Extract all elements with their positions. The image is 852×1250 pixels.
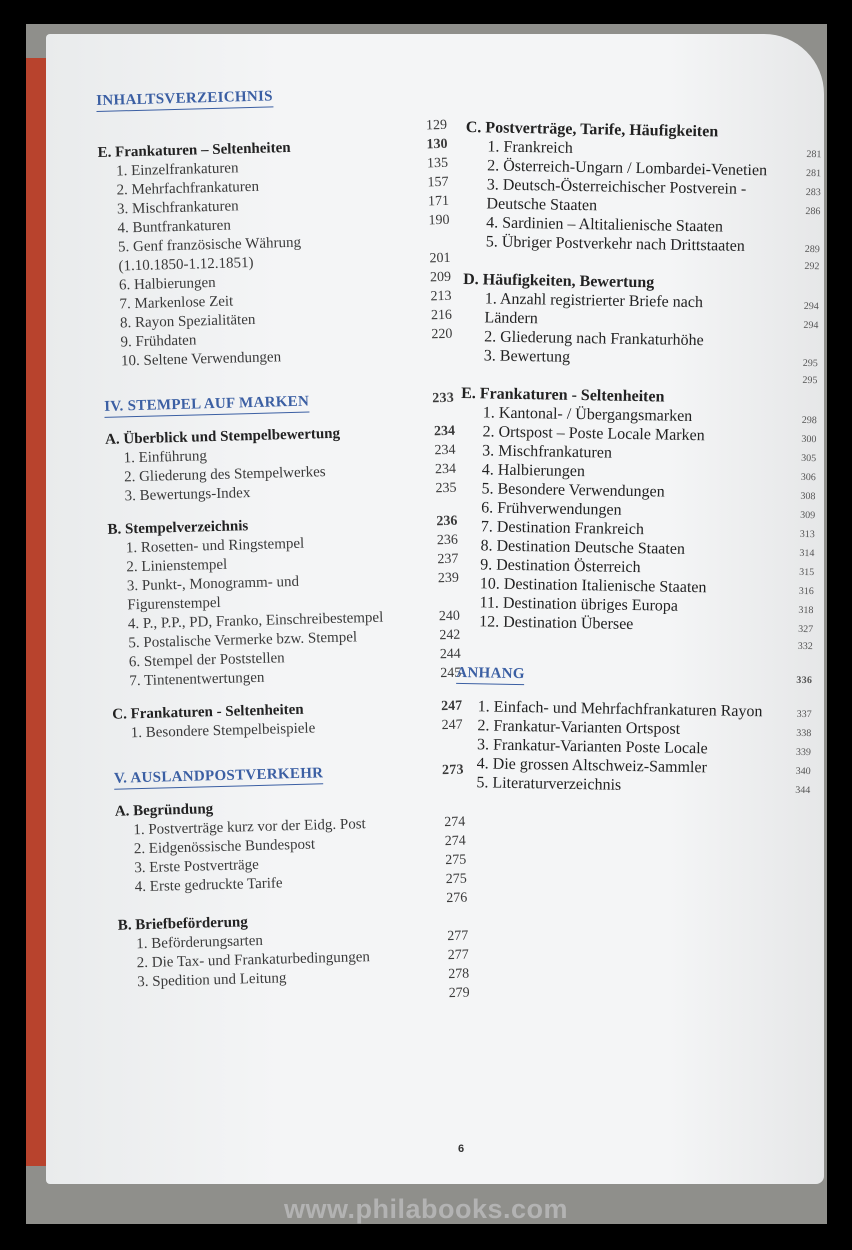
toc-entry-page: 316 <box>798 585 814 598</box>
toc-entry-page: 313 <box>799 528 815 541</box>
toc-entry-title: 2. Frankatur-Varianten Ortspost <box>477 717 681 738</box>
toc-entry-title: 2. Linienstempel <box>126 556 228 576</box>
toc-entry-title: C. Postverträge, Tarife, Häufigkeiten <box>465 118 719 141</box>
toc-entry-title: Ländern <box>484 309 538 328</box>
toc-entry-title: A. Begründung <box>114 801 214 820</box>
toc-entry-title: 2. Österreich-Ungarn / Lombardei-Venetien <box>487 157 768 180</box>
toc-entry-title: 4. Erste gedruckte Tarife <box>134 875 283 896</box>
toc-entry-title: B. Briefbeförderung <box>117 914 248 934</box>
toc-entry-title: B. Stempelverzeichnis <box>107 518 249 538</box>
toc-entry-page: 276 <box>446 890 468 907</box>
toc-entry-page: 327 <box>798 623 814 636</box>
toc-entry-page: 283 <box>805 186 821 199</box>
toc-entry-title: 2. Mehrfachfrankaturen <box>116 178 260 199</box>
toc-entry-title: E. Frankaturen – Seltenheiten <box>97 139 291 161</box>
toc-entry-page: 279 <box>448 985 470 1002</box>
toc-entry-title: 3. Frankatur-Varianten Poste Locale <box>476 736 708 758</box>
toc-entry-title: 3. Bewertungs-Index <box>124 485 251 505</box>
watermark: www.philabooks.com <box>283 1194 569 1224</box>
toc-entry-page: 294 <box>803 300 819 313</box>
toc-entry-title: 4. Buntfrankaturen <box>117 217 232 237</box>
toc-entry-title: C. Frankaturen - Seltenheiten <box>112 701 304 723</box>
toc-entry-title: 3. Mischfrankaturen <box>116 198 239 218</box>
toc-entry-title: (1.10.1850-1.12.1851) <box>118 254 254 275</box>
toc-entry-title: 2. Gliederung nach Frankaturhöhe <box>484 328 704 350</box>
toc-entry-page: 234 <box>434 442 456 459</box>
page-number: 6 <box>458 1143 465 1155</box>
toc-entry-page: 135 <box>426 155 449 172</box>
toc-left-column <box>96 83 470 1012</box>
toc-entry-page: 157 <box>427 174 449 191</box>
toc-entry-title: 2. Ortspost – Poste Locale Marken <box>482 423 705 445</box>
toc-entry-title: 11. Destination übriges Europa <box>479 594 679 615</box>
toc-entry-page: 247 <box>441 717 463 734</box>
toc-entry-page: 273 <box>441 762 465 779</box>
toc-entry-page: 281 <box>805 167 822 180</box>
toc-entry-title <box>463 263 793 269</box>
toc-entry-title: ANHANG <box>456 664 525 685</box>
toc-entry-page: 275 <box>445 871 467 888</box>
toc-entry-page: 305 <box>801 452 817 465</box>
toc-entry-page: 295 <box>802 357 818 370</box>
toc-entry-title: 9. Frühdaten <box>120 332 197 351</box>
toc-entry-title: 3. Spedition und Leitung <box>137 970 287 991</box>
toc-entry-title: 1. Frankreich <box>487 138 573 157</box>
toc-entry-page <box>419 357 453 358</box>
toc-entry-title: 4. P., P.P., PD, Franko, Einschreibestempel <box>127 609 384 633</box>
toc-entry-title: V. AUSLANDPOSTVERKEHR <box>114 764 324 789</box>
toc-entry-title: INHALTSVERZEICHNIS <box>96 87 273 112</box>
toc-entry-title: E. Frankaturen - Seltenheiten <box>461 384 665 406</box>
toc-entry-title: 3. Mischfrankaturen <box>482 442 613 462</box>
toc-entry-page: 130 <box>426 136 448 153</box>
toc-entry-title: 10. Destination Italienische Staaten <box>479 575 707 597</box>
toc-entry-title <box>461 377 791 383</box>
toc-entry-title: 1. Einführung <box>123 448 208 467</box>
toc-entry-page: 242 <box>439 627 461 644</box>
heading-spacer <box>323 774 430 777</box>
toc-entry-title: 2. Eidgenössische Bundespost <box>133 836 316 858</box>
toc-entry-page: 245 <box>440 665 462 682</box>
toc-entry-title: 2. Gliederung des Stempelwerkes <box>123 464 326 486</box>
toc-entry-page: 233 <box>432 390 455 407</box>
toc-entry-page: 235 <box>435 480 457 497</box>
toc-entry-page: 236 <box>436 513 458 530</box>
toc-entry-title: A. Überblick und Stempelbewertung <box>104 425 341 448</box>
toc-entry-page: 300 <box>801 433 817 446</box>
toc-entry-page <box>431 807 465 808</box>
toc-entry-page: 281 <box>806 148 822 161</box>
toc-entry-page: 129 <box>425 117 448 134</box>
toc-entry-page: 292 <box>804 260 820 273</box>
toc-entry-title: 1. Einfach- und Mehrfachfrankaturen Rayon <box>477 698 763 721</box>
toc-entry-page: 236 <box>436 532 459 549</box>
toc-entry-page: 309 <box>800 509 816 522</box>
toc-entry-title: 1. Kantonal- / Übergangsmarken <box>482 404 693 425</box>
toc-entry-page <box>434 921 468 922</box>
toc-entry-page: 239 <box>437 570 460 587</box>
toc-entry-title: 3. Punkt-, Monogramm- und <box>126 573 300 595</box>
toc-entry-title: 5. Genf französische Währung <box>117 234 302 256</box>
toc-entry-page: 234 <box>434 461 457 478</box>
toc-entry-title: 4. Sardinien – Altitalienische Staaten <box>486 214 724 236</box>
toc-entry-title: 7. Destination Frankreich <box>480 518 645 539</box>
toc-entry-title: 1. Einzelfrankaturen <box>115 160 239 180</box>
toc-entry-page: 247 <box>441 698 463 715</box>
toc-entry-page: 294 <box>803 319 819 332</box>
toc-entry-title: 3. Bewertung <box>483 347 571 366</box>
toc-entry-page: 338 <box>796 727 812 740</box>
toc-entry-page: 315 <box>799 566 815 579</box>
heading-spacer <box>273 97 412 101</box>
toc-entry-page: 209 <box>429 269 452 286</box>
toc-entry-page <box>416 243 450 244</box>
toc-entry-title: 9. Destination Österreich <box>480 556 641 577</box>
toc-entry-title: 3. Deutsch-Österreichischer Postverein - <box>486 176 747 198</box>
toc-entry-page: 295 <box>802 374 818 387</box>
toc-entry-page: 340 <box>795 765 811 778</box>
toc-entry-title: 6. Stempel der Poststellen <box>128 650 285 671</box>
toc-entry-page: 318 <box>798 604 814 617</box>
toc-entry-page: 171 <box>427 193 450 210</box>
toc-entry-page: 234 <box>433 423 456 440</box>
toc-entry-title: 1. Besondere Stempelbeispiele <box>130 720 316 742</box>
toc-entry-title: 4. Halbierungen <box>481 461 586 481</box>
heading-spacer <box>309 403 420 406</box>
toc-entry-title: 8. Rayon Spezialitäten <box>119 311 256 332</box>
toc-entry-title: 5. Übriger Postverkehr nach Drittstaaten <box>485 233 745 255</box>
toc-entry-page: 275 <box>445 852 467 869</box>
toc-entry-page: 339 <box>795 746 812 759</box>
toc-entry-title: IV. STEMPEL AUF MARKEN <box>104 393 309 418</box>
toc-entry-page: 220 <box>431 326 453 343</box>
toc-entry-page: 278 <box>448 966 470 983</box>
toc-entry-page: 344 <box>795 784 811 797</box>
toc-entry-page: 336 <box>796 674 813 687</box>
toc-entry-title: 4. Die grossen Altschweiz-Sammler <box>476 755 708 777</box>
toc-entry-title: Figurenstempel <box>127 594 221 614</box>
toc-entry-page: 289 <box>804 243 820 256</box>
toc-entry-page: 190 <box>428 212 450 229</box>
toc-entry-title: D. Häufigkeiten, Bewertung <box>463 270 655 292</box>
toc-entry-title: 6. Frühverwendungen <box>481 499 622 519</box>
toc-entry-title: 1. Rosetten- und Ringstempel <box>125 535 305 557</box>
toc-entry-title <box>457 643 787 649</box>
toc-entry-title: 7. Markenlose Zeit <box>119 293 234 313</box>
toc-entry-title: 1. Beförderungsarten <box>136 932 264 953</box>
toc-entry-title <box>120 997 436 1005</box>
toc-entry-page: 277 <box>447 947 469 964</box>
toc-entry-title: 1. Postverträge kurz vor der Eidg. Post <box>133 816 366 839</box>
toc-entry-page: 213 <box>430 288 452 305</box>
toc-entry-title: 5. Besondere Verwendungen <box>481 480 665 501</box>
toc-entry-page: 274 <box>444 814 466 831</box>
toc-entry-page: 306 <box>800 471 816 484</box>
toc-entry-page <box>412 96 446 97</box>
toc-entry-page: 237 <box>437 551 459 568</box>
toc-entry-page: 244 <box>439 646 462 663</box>
toc-entry-page: 314 <box>799 547 815 560</box>
toc-entry-page: 274 <box>444 833 466 850</box>
toc-entry-title: 8. Destination Deutsche Staaten <box>480 537 686 558</box>
toc-entry-page: 308 <box>800 490 816 503</box>
toc-entry-title: 7. Tintenentwertungen <box>129 669 265 690</box>
toc-entry-title: 12. Destination Übersee <box>479 613 634 633</box>
toc-entry-title: 5. Literaturverzeichnis <box>476 774 622 794</box>
toc-entry-page: 201 <box>429 250 451 267</box>
toc-entry-title: 5. Postalische Vermerke bzw. Stempel <box>128 629 358 652</box>
toc-entry-page: 337 <box>796 708 812 721</box>
toc-entry-page: 216 <box>430 307 453 324</box>
toc-entry-page <box>425 601 459 602</box>
toc-entry-title: 3. Erste Postverträge <box>134 857 260 877</box>
toc-entry-page: 240 <box>438 608 461 625</box>
toc-entry-title: Deutsche Staaten <box>486 195 598 215</box>
toc-entry-title: 2. Die Tax- und Frankaturbedingungen <box>136 949 371 972</box>
toc-entry-title: 1. Anzahl registrierter Briefe nach <box>484 290 704 312</box>
toc-entry-page: 277 <box>447 928 469 945</box>
toc-entry-page: 298 <box>801 414 817 427</box>
toc-entry-page: 332 <box>797 640 813 653</box>
toc-entry-page: 286 <box>805 205 821 218</box>
toc-entry-title: 6. Halbierungen <box>118 274 216 294</box>
toc-right-column <box>454 118 822 798</box>
heading-spacer <box>525 678 786 683</box>
toc-entry-title: 10. Seltene Verwendungen <box>120 349 282 370</box>
